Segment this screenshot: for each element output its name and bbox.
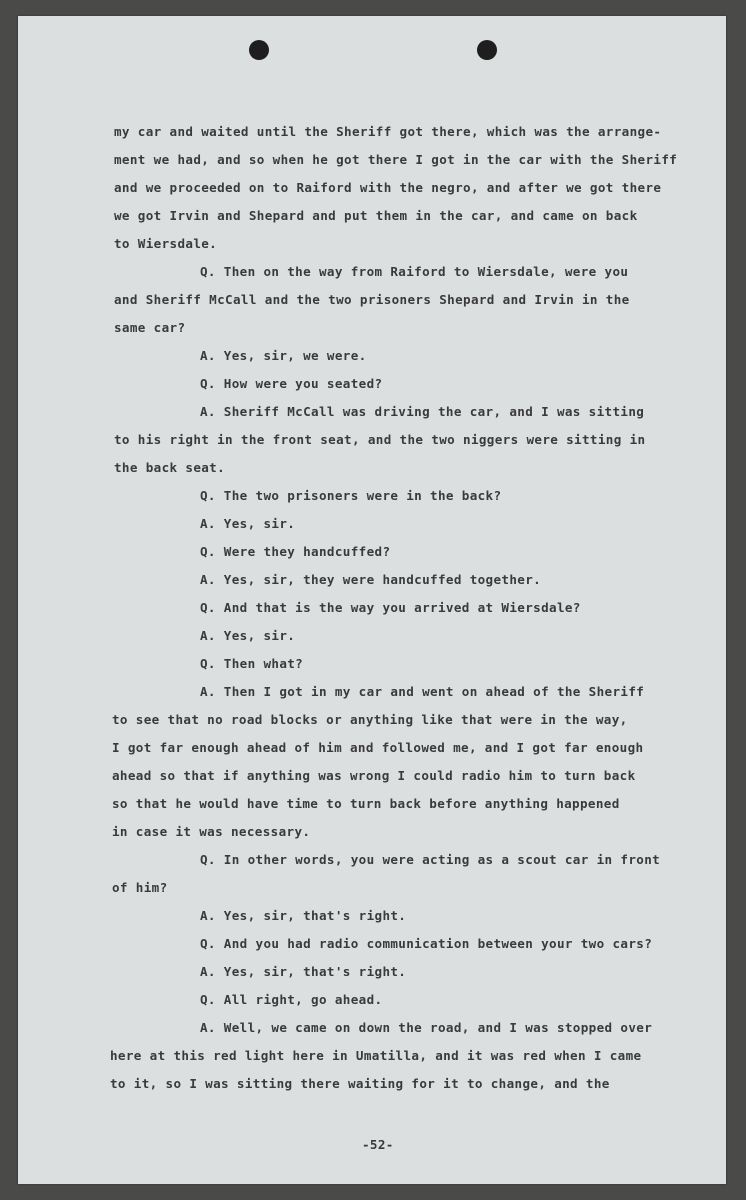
text-line: I got far enough ahead of him and followed me, and I got far enough: [112, 740, 644, 755]
text-line: of him?: [112, 880, 168, 895]
text-line: to see that no road blocks or anything like that were in the way,: [112, 712, 628, 727]
text-line: Q. Then on the way from Raiford to Wiersdale, were you: [200, 264, 629, 279]
text-line: A. Yes, sir, that's right.: [200, 964, 407, 979]
text-line: my car and waited until the Sheriff got there, which was the arrange-: [114, 124, 662, 139]
text-line: A. Yes, sir.: [200, 516, 296, 531]
text-line: ahead so that if anything was wrong I could radio him to turn back: [112, 768, 636, 783]
text-line: A. Yes, sir.: [200, 628, 296, 643]
text-line: Q. The two prisoners were in the back?: [200, 488, 502, 503]
text-line: Q. And that is the way you arrived at Wiersdale?: [200, 600, 581, 615]
text-line: Q. Then what?: [200, 656, 304, 671]
text-line: A. Yes, sir, we were.: [200, 348, 367, 363]
page-number: -52-: [362, 1137, 394, 1152]
text-line: A. Well, we came on down the road, and I was stopped over: [200, 1020, 653, 1035]
text-line: Q. Were they handcuffed?: [200, 544, 391, 559]
text-line: to it, so I was sitting there waiting for it to change, and the: [110, 1076, 610, 1091]
text-line: same car?: [114, 320, 186, 335]
text-line: A. Sheriff McCall was driving the car, and I was sitting: [200, 404, 645, 419]
text-line: the back seat.: [114, 460, 226, 475]
text-line: ment we had, and so when he got there I got in the car with the Sheriff: [114, 152, 678, 167]
text-line: we got Irvin and Shepard and put them in the car, and came on back: [114, 208, 638, 223]
document-page: [18, 16, 726, 1184]
text-line: and Sheriff McCall and the two prisoners Shepard and Irvin in the: [114, 292, 630, 307]
text-line: to his right in the front seat, and the two niggers were sitting in: [114, 432, 646, 447]
text-line: so that he would have time to turn back before anything happened: [112, 796, 620, 811]
text-line: Q. How were you seated?: [200, 376, 383, 391]
text-line: Q. In other words, you were acting as a scout car in front: [200, 852, 661, 867]
text-line: A. Yes, sir, they were handcuffed together.: [200, 572, 542, 587]
text-line: and we proceeded on to Raiford with the negro, and after we got there: [114, 180, 662, 195]
text-line: to Wiersdale.: [114, 236, 218, 251]
text-line: Q. And you had radio communication between your two cars?: [200, 936, 653, 951]
text-line: A. Yes, sir, that's right.: [200, 908, 407, 923]
text-line: Q. All right, go ahead.: [200, 992, 383, 1007]
punch-hole-right: [477, 40, 497, 60]
text-line: here at this red light here in Umatilla, and it was red when I came: [110, 1048, 642, 1063]
punch-hole-left: [249, 40, 269, 60]
text-line: in case it was necessary.: [112, 824, 311, 839]
text-line: A. Then I got in my car and went on ahead of the Sheriff: [200, 684, 645, 699]
